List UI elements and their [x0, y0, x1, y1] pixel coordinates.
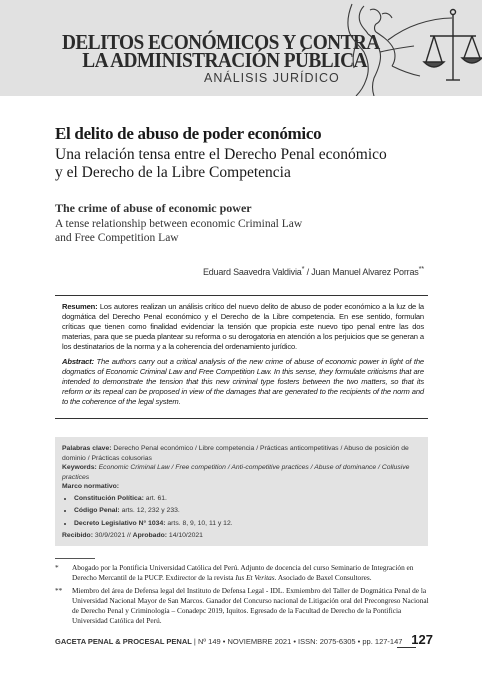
norm-refs: art. 61. [145, 494, 167, 502]
author-line [203, 264, 424, 277]
article-title-en: The crime of abuse of economic power [55, 201, 252, 215]
author2-surname: Alvarez Porras [362, 267, 419, 277]
article-subtitle-line2: y el Derecho de la Libre Competencia [55, 164, 291, 181]
footnote-text-end: . Asociado de Baxel Consultores. [274, 573, 372, 582]
abstract-paragraph [62, 357, 424, 407]
author2-mark: ** [418, 264, 424, 273]
dates-line [62, 531, 422, 541]
keywords-en-text: Economic Criminal Law / Free competition / Anti-competitive practices / Abuse of dominance / Collusive practices [62, 464, 410, 481]
article-subtitle-line1: Una relación tensa entre el Derecho Penal económico [55, 146, 387, 163]
norm-item [74, 505, 422, 518]
abstract-text: The authors carry out a critical analysis of the new crime of abuse of economic power in light of the dogmatics of Economic Criminal Law and Free Competition Law. In this sense, they formulate criticisms that are intended to demonstrate the tension that this new criminal type fosters between the two matters, so that its reform or its repeal can be proposed in view of the damages that are generated to the recipients of the norm and to the coherence of the legal system. [62, 357, 425, 406]
norm-name: Código Penal: [74, 507, 120, 514]
norm-refs: arts. 8, 9, 10, 11 y 12. [167, 519, 233, 527]
footnote-text: Abogado por la Pontificia Universidad Católica del Perú. Adjunto de docencia del curso Seminario de Integración en Derecho Mercantil de la PUCP. Exdirector de la revista [72, 563, 414, 582]
norm-item [74, 493, 422, 506]
page-footer [55, 632, 433, 655]
aprobado-label: Aprobado: [132, 532, 168, 539]
section-subtitle: ANÁLISIS JURÍDICO [204, 71, 340, 85]
resumen-label: Resumen: [62, 302, 98, 311]
article-subtitle-en-line2: and Free Competition Law [55, 232, 179, 244]
footer-rule [397, 647, 416, 648]
resumen-text: Los autores realizan un análisis crítico del nuevo delito de abuso de poder económico a la luz de la dogmática del Derecho Penal económico y el Derecho de la Libre competencia. En ese sentido, formulan críticas que tienen como finalidad evidenciar la tensión que propicia este nuevo tipo penal entre las dos materias, para que se pueda plantear su reforma o su derogatoria en atención a los perjuicios que se generan a los destinatarios de la norma y a la coherencia del ordenamiento jurídico. [62, 302, 424, 351]
footer-journal: GACETA PENAL & PROCESAL PENAL [55, 637, 192, 646]
article-subtitle [55, 146, 387, 182]
dates-separator: // [125, 532, 133, 539]
norms-list [62, 493, 422, 531]
author1-surname: Saavedra Valdivia [233, 267, 302, 277]
recibido-label: Recibido: [62, 532, 93, 539]
footnote-item [55, 586, 430, 626]
norm-name: Constitución Política: [74, 494, 144, 502]
footnote-mark: ** [55, 586, 63, 595]
section-title-line2: LA ADMINISTRACIÓN PÚBLICA [82, 48, 367, 72]
footnote-text: Miembro del área de Defensa legal del Instituto de Defensa Legal - IDL. Exmiembro del Taller de Dogmática Penal de la Universidad Nacional Mayor de San Marcos. Ganador del Concurso nacional de Litigación oral del Precongreso Nacional de Derecho Penal y Criminología – Conadepc 2019, Iquitos. Egresado de la Facultad de Derecho de la Pontificia Universidad Católica del Perú. [72, 586, 429, 625]
lady-justice-scales-icon [330, 0, 482, 96]
norm-name: Decreto Legislativo N° 1034: [74, 519, 166, 527]
article-subtitle-en-line1: A tense relationship between economic Criminal Law [55, 218, 303, 230]
abstract-label: Abstract: [62, 357, 94, 366]
footer-details: | Nº 149 • NOVIEMBRE 2021 • ISSN: 2075-6305 • pp. 127-147 [191, 637, 403, 646]
keywords-es [62, 444, 422, 463]
article-subtitle-en [55, 217, 302, 245]
norm-item [74, 518, 422, 531]
marco-normativo-label: Marco normativo: [62, 483, 120, 490]
footnotes [55, 563, 430, 629]
keywords-en-label: Keywords: [62, 464, 97, 471]
article-title: El delito de abuso de poder económico [55, 124, 322, 143]
footnote-item [55, 563, 430, 583]
footnote-divider [55, 558, 95, 559]
author1-given: Eduard [202, 267, 231, 277]
author-separator: / [304, 267, 312, 277]
abstract-box [55, 295, 428, 419]
footnote-italic: Ius Et Veritas [235, 573, 275, 582]
author1-mark: * [301, 264, 305, 273]
keywords-es-text: Derecho Penal económico / Libre competencia / Prácticas anticompetitivas / Abuso de posición de dominio / Prácticas colusorias [62, 445, 409, 462]
aprobado-date: 14/10/2021 [168, 532, 203, 539]
norm-refs: arts. 12, 232 y 233. [121, 507, 180, 514]
footnote-mark: * [55, 563, 59, 572]
keywords-es-label: Palabras clave: [62, 445, 112, 452]
journal-header [0, 0, 482, 96]
page-number: 127 [411, 632, 433, 647]
section-title-line1: DELITOS ECONÓMICOS Y CONTRA [62, 30, 380, 54]
keywords-en [62, 463, 422, 482]
recibido-date: 30/9/2021 [94, 532, 126, 539]
author2-given: Juan Manuel [311, 267, 361, 277]
resumen-paragraph [62, 302, 424, 352]
keywords-box [55, 437, 428, 546]
